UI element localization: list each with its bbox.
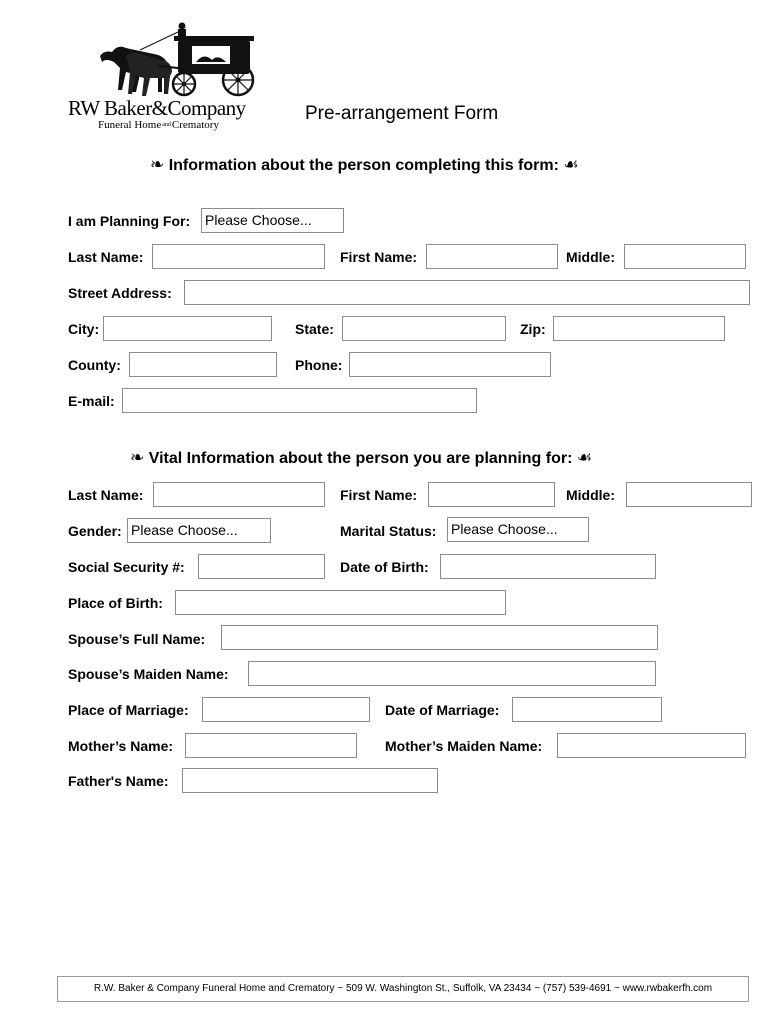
ornament-left-icon: ❧ — [150, 155, 165, 174]
vital-last-name-input[interactable] — [153, 482, 325, 507]
ssn-label: Social Security #: — [68, 559, 185, 575]
vital-middle-input[interactable] — [626, 482, 752, 507]
ssn-input[interactable] — [198, 554, 325, 579]
section1-title: Information about the person completing this form: — [168, 157, 559, 174]
ornament-right-icon: ☙ — [563, 155, 579, 174]
gender-label: Gender: — [68, 523, 122, 539]
spouse-full-name-label: Spouse’s Full Name: — [68, 631, 206, 647]
fathers-name-label: Father's Name: — [68, 773, 169, 789]
street-address-label: Street Address: — [68, 285, 172, 301]
company-name: RW Baker&Company — [68, 96, 246, 120]
county-label: County: — [68, 357, 121, 373]
mothers-name-input[interactable] — [185, 733, 357, 758]
fathers-name-input[interactable] — [182, 768, 438, 793]
completer-first-name-label: First Name: — [340, 249, 418, 265]
vital-middle-label: Middle: — [566, 487, 615, 503]
horse-carriage-icon — [92, 22, 262, 98]
spouse-maiden-name-input[interactable] — [248, 661, 656, 686]
vital-last-name-label: Last Name: — [68, 487, 144, 503]
logo-sub-and: and — [162, 122, 171, 128]
mothers-maiden-name-input[interactable] — [557, 733, 746, 758]
ornament-left-icon: ❧ — [130, 448, 145, 467]
email-input[interactable] — [122, 388, 477, 413]
logo-sub-2: Crematory — [171, 119, 219, 131]
street-address-input[interactable] — [184, 280, 750, 305]
state-input[interactable] — [342, 316, 506, 341]
planning-for-label: I am Planning For: — [68, 213, 191, 229]
section-heading-completer — [150, 155, 579, 175]
completer-first-name-input[interactable] — [426, 244, 558, 269]
spouse-full-name-input[interactable] — [221, 625, 658, 650]
section2-title: Vital Information about the person you are planning for: — [148, 450, 573, 467]
footer-contact-info: R.W. Baker & Company Funeral Home and Crematory ~ 509 W. Washington St., Suffolk, VA 23434 ~ (757) 539-4691 ~ www.rwbakerfh.com — [57, 976, 749, 1002]
section-heading-vital — [130, 448, 592, 468]
vital-first-name-input[interactable] — [428, 482, 555, 507]
mothers-name-label: Mother’s Name: — [68, 738, 174, 754]
zip-label: Zip: — [520, 321, 546, 337]
city-label: City: — [68, 321, 100, 337]
zip-input[interactable] — [553, 316, 725, 341]
logo-sub-1: Funeral Home — [98, 119, 162, 131]
city-input[interactable] — [103, 316, 272, 341]
company-logo — [68, 22, 258, 134]
marital-status-label: Marital Status: — [340, 523, 437, 539]
company-subtitle — [98, 119, 219, 131]
place-of-birth-label: Place of Birth: — [68, 595, 163, 611]
completer-last-name-label: Last Name: — [68, 249, 144, 265]
state-label: State: — [295, 321, 334, 337]
county-input[interactable] — [129, 352, 277, 377]
place-of-marriage-input[interactable] — [202, 697, 370, 722]
place-of-birth-input[interactable] — [175, 590, 506, 615]
form-title: Pre-arrangement Form — [305, 103, 499, 124]
vital-first-name-label: First Name: — [340, 487, 418, 503]
date-of-marriage-input[interactable] — [512, 697, 662, 722]
completer-last-name-input[interactable] — [152, 244, 325, 269]
completer-middle-input[interactable] — [624, 244, 746, 269]
dob-label: Date of Birth: — [340, 559, 429, 575]
planning-for-select[interactable]: Please Choose... — [201, 208, 344, 233]
ornament-right-icon: ☙ — [576, 448, 593, 467]
dob-input[interactable] — [440, 554, 656, 579]
place-of-marriage-label: Place of Marriage: — [68, 702, 189, 718]
mothers-maiden-name-label: Mother’s Maiden Name: — [385, 738, 543, 754]
completer-middle-label: Middle: — [566, 249, 615, 265]
gender-select[interactable]: Please Choose... — [127, 518, 271, 543]
phone-input[interactable] — [349, 352, 551, 377]
phone-label: Phone: — [295, 357, 343, 373]
spouse-maiden-name-label: Spouse’s Maiden Name: — [68, 666, 229, 682]
date-of-marriage-label: Date of Marriage: — [385, 702, 500, 718]
marital-status-select[interactable]: Please Choose... — [447, 517, 589, 542]
email-label: E-mail: — [68, 393, 115, 409]
